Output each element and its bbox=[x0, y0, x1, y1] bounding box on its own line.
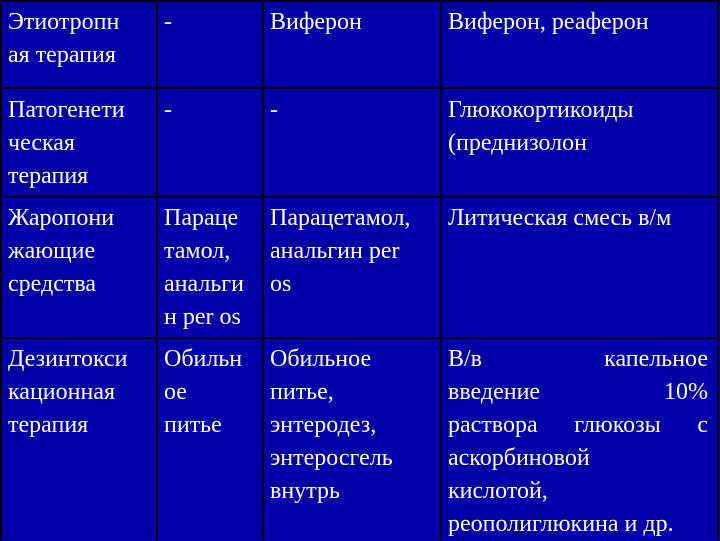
row3-col3-cell: Парацетамол, анальгин per os bbox=[270, 205, 411, 297]
row4-col2-cell: Обильн ое питье bbox=[164, 346, 243, 438]
row2-col2-cell: - bbox=[164, 97, 172, 123]
row3-col2-cell: Параце тамол, анальги н per os bbox=[164, 205, 244, 330]
row4-col4-line-1: В/в капельное bbox=[448, 346, 708, 372]
row3-col4-cell: Литическая смесь в/м bbox=[448, 205, 672, 231]
column-divider-1 bbox=[156, 0, 158, 540]
table-border-right bbox=[717, 0, 719, 540]
row4-col4-line-4: аскорбиновой bbox=[448, 445, 590, 471]
row4-col4-line-6: реополиглюкина и др. bbox=[448, 511, 674, 537]
row1-category-cell: Этиотропн ая терапия bbox=[8, 9, 120, 68]
row-divider-1 bbox=[0, 87, 720, 89]
row3-category-cell: Жаропони жающие средства bbox=[8, 205, 115, 297]
table-border-left bbox=[0, 0, 2, 540]
row2-category-cell: Патогенети ческая терапия bbox=[8, 97, 125, 189]
row-divider-3 bbox=[0, 337, 720, 339]
row4-col4-line-3: раствора глюкозы с bbox=[448, 412, 708, 438]
row1-col3-cell: Виферон bbox=[270, 9, 362, 35]
row-divider-2 bbox=[0, 196, 720, 198]
row2-col4-cell: Глюкокортикоиды (преднизолон bbox=[448, 97, 634, 156]
row2-col3-cell: - bbox=[270, 97, 278, 123]
table-border-top bbox=[0, 0, 720, 2]
row1-col2-cell: - bbox=[164, 9, 172, 35]
row4-col4-cell bbox=[448, 343, 708, 541]
row4-col4-line-2: введение 10% bbox=[448, 379, 708, 405]
column-divider-2 bbox=[262, 0, 264, 540]
row4-col4-line-5: кислотой, bbox=[448, 478, 548, 504]
row1-col4-cell: Виферон, реаферон bbox=[448, 9, 649, 35]
row4-col3-cell: Обильное питье, энтеродез, энтеросгель внутрь bbox=[270, 346, 393, 504]
row4-category-cell: Дезинтокси кационная терапия bbox=[8, 346, 128, 438]
column-divider-3 bbox=[440, 0, 442, 540]
